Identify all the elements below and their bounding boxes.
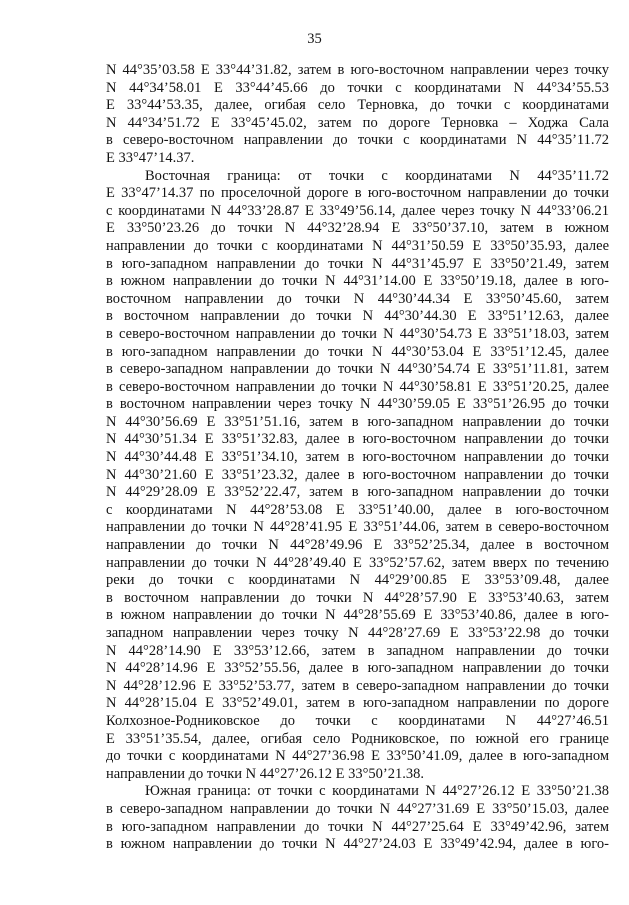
text-line: E 33°51’35.54, далее, огибая село Родниковское, по южной его границе (106, 730, 609, 747)
text-line: N 44°29’28.09 E 33°52’22.47, затем в юго-западном направлении до точки (106, 484, 609, 501)
text-line: в южном направлении до точки N 44°27’24.03 E 33°49’42.94, далее в юго- (106, 836, 609, 853)
text-line: E 33°44’53.35, далее, огибая село Терновка, до точки с координатами (106, 97, 609, 114)
text-line: в восточном направлении до точки N 44°28’57.90 E 33°53’40.63, затем (106, 589, 609, 606)
text-line: направлении до точки N 44°28’41.95 E 33°51’44.06, затем в северо-восточном (106, 519, 609, 536)
text-line: в северо-западном направлении до точки N 44°27’31.69 E 33°50’15.03, далее (106, 800, 609, 817)
text-line: в северо-западном направлении до точки N 44°30’54.74 E 33°51’11.81, затем (106, 361, 609, 378)
text-line: с координатами N 44°28’53.08 E 33°51’40.00, далее в юго-восточном (106, 501, 609, 518)
paragraph (106, 783, 609, 853)
text-line: в северо-восточном направлении до точки N 44°30’58.81 E 33°51’20.25, далее (106, 378, 609, 395)
text-line: в южном направлении до точки N 44°28’55.69 E 33°53’40.86, далее в юго- (106, 607, 609, 624)
text-line: направлении до точки N 44°28’49.40 E 33°52’57.62, затем вверх по течению (106, 554, 609, 571)
text-line: направлении до точки с координатами N 44°31’50.59 E 33°50’35.93, далее (106, 237, 609, 254)
text-line: Восточная граница: от точки с координатами N 44°35’11.72 (145, 167, 609, 184)
text-line: N 44°28’14.96 E 33°52’55.56, далее в юго-западном направлении до точки (106, 660, 609, 677)
text-line: в восточном направлении через точку N 44°30’59.05 E 33°51’26.95 до точки (106, 396, 609, 413)
text-line: N 44°35’03.58 E 33°44’31.82, затем в юго-восточном направлении через точку (106, 62, 609, 78)
paragraph (106, 62, 609, 168)
text-line: в юго-западном направлении до точки N 44°31’45.97 E 33°50’21.49, затем (106, 255, 609, 272)
text-line: Южная граница: от точки с координатами N 44°27’26.12 E 33°50’21.38 (145, 783, 609, 800)
text-line: N 44°34’58.01 E 33°44’45.66 до точки с координатами N 44°34’55.53 (106, 79, 609, 96)
text-line: E 33°47’14.37. (106, 149, 195, 166)
text-line: направлении до точки N 44°28’49.96 E 33°52’25.34, далее в восточном (106, 537, 609, 554)
text-line: в северо-восточном направлении до точки с координатами N 44°35’11.72 (106, 132, 609, 149)
text-line: N 44°30’44.48 E 33°51’34.10, затем в юго-восточном направлении до точки (106, 449, 609, 466)
text-line: направлении до точки N 44°27’26.12 E 33°50’21.38. (106, 765, 425, 782)
text-line: в юго-западном направлении до точки N 44°30’53.04 E 33°51’12.45, далее (106, 343, 609, 360)
text-line: в южном направлении до точки N 44°31’14.00 E 33°50’19.18, далее в юго- (106, 273, 609, 290)
text-line: до точки с координатами N 44°27’36.98 E 33°50’41.09, далее в юго-западном (106, 748, 609, 765)
text-line: N 44°34’51.72 E 33°45’45.02, затем по дороге Терновка – Ходжа Сала (106, 114, 609, 131)
text-line: западном направлении через точку N 44°28’27.69 E 33°53’22.98 до точки (106, 625, 609, 641)
text-line: E 33°50’23.26 до точки N 44°32’28.94 E 33°50’37.10, затем в южном (106, 220, 609, 237)
text-line: в юго-западном направлении до точки N 44°27’25.64 E 33°49’42.96, затем (106, 818, 609, 835)
text-line: с координатами N 44°33’28.87 E 33°49’56.14, далее через точку N 44°33’06.21 (106, 202, 609, 219)
text-line: N 44°28’15.04 E 33°52’49.01, затем в юго-западном направлении по дороге (106, 695, 609, 712)
text-line: E 33°47’14.37 по проселочной дороге в юго-восточном направлении до точки (106, 185, 609, 202)
text-line: восточном направлении до точки N 44°30’44.34 E 33°50’45.60, затем (106, 290, 609, 307)
page-number: 35 (307, 31, 322, 47)
text-line: N 44°30’51.34 E 33°51’32.83, далее в юго-восточном направлении до точки (106, 431, 609, 448)
text-line: Колхозное-Родниковское до точки с координатами N 44°27’46.51 (106, 712, 609, 729)
text-line: в северо-восточном направлении до точки N 44°30’54.73 E 33°51’18.03, затем (106, 325, 609, 342)
text-line: N 44°28’14.90 E 33°53’12.66, затем в западном направлении до точки (106, 642, 609, 659)
text-line: N 44°30’21.60 E 33°51’23.32, далее в юго-восточном направлении до точки (106, 466, 609, 483)
text-line: в восточном направлении до точки N 44°30’44.30 E 33°51’12.63, далее (106, 308, 609, 325)
text-block (106, 62, 609, 854)
paragraph (106, 168, 609, 784)
text-line: N 44°28’12.96 E 33°52’53.77, затем в северо-западном направлении до точки (106, 677, 609, 694)
text-line: реки до точки с координатами N 44°29’00.85 E 33°53’09.48, далее (106, 572, 609, 589)
text-line: N 44°30’56.69 E 33°51’51.16, затем в юго-западном направлении до точки (106, 413, 609, 430)
